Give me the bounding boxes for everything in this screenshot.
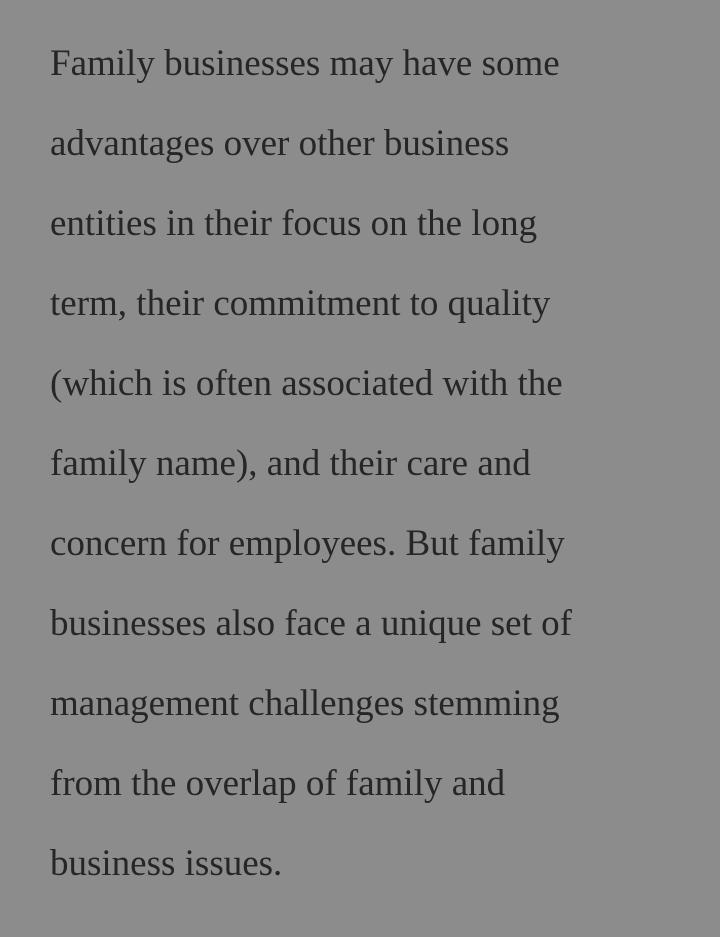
- passage-line: family name), and their care and: [50, 443, 531, 484]
- passage-line: businesses also face a unique set of: [50, 603, 572, 644]
- passage-paragraph: [50, 24, 710, 904]
- passage-line: term, their commitment to quality: [50, 283, 551, 324]
- passage-line: from the overlap of family and: [50, 763, 506, 804]
- passage-line: advantages over other business: [50, 123, 510, 164]
- passage-line: management challenges stemming: [50, 683, 560, 724]
- passage-line: Family businesses may have some: [50, 43, 560, 84]
- passage-line: (which is often associated with the: [50, 363, 563, 404]
- passage-line: concern for employees. But family: [50, 523, 565, 564]
- passage-line: business issues.: [50, 843, 283, 884]
- passage-line: entities in their focus on the long: [50, 203, 538, 244]
